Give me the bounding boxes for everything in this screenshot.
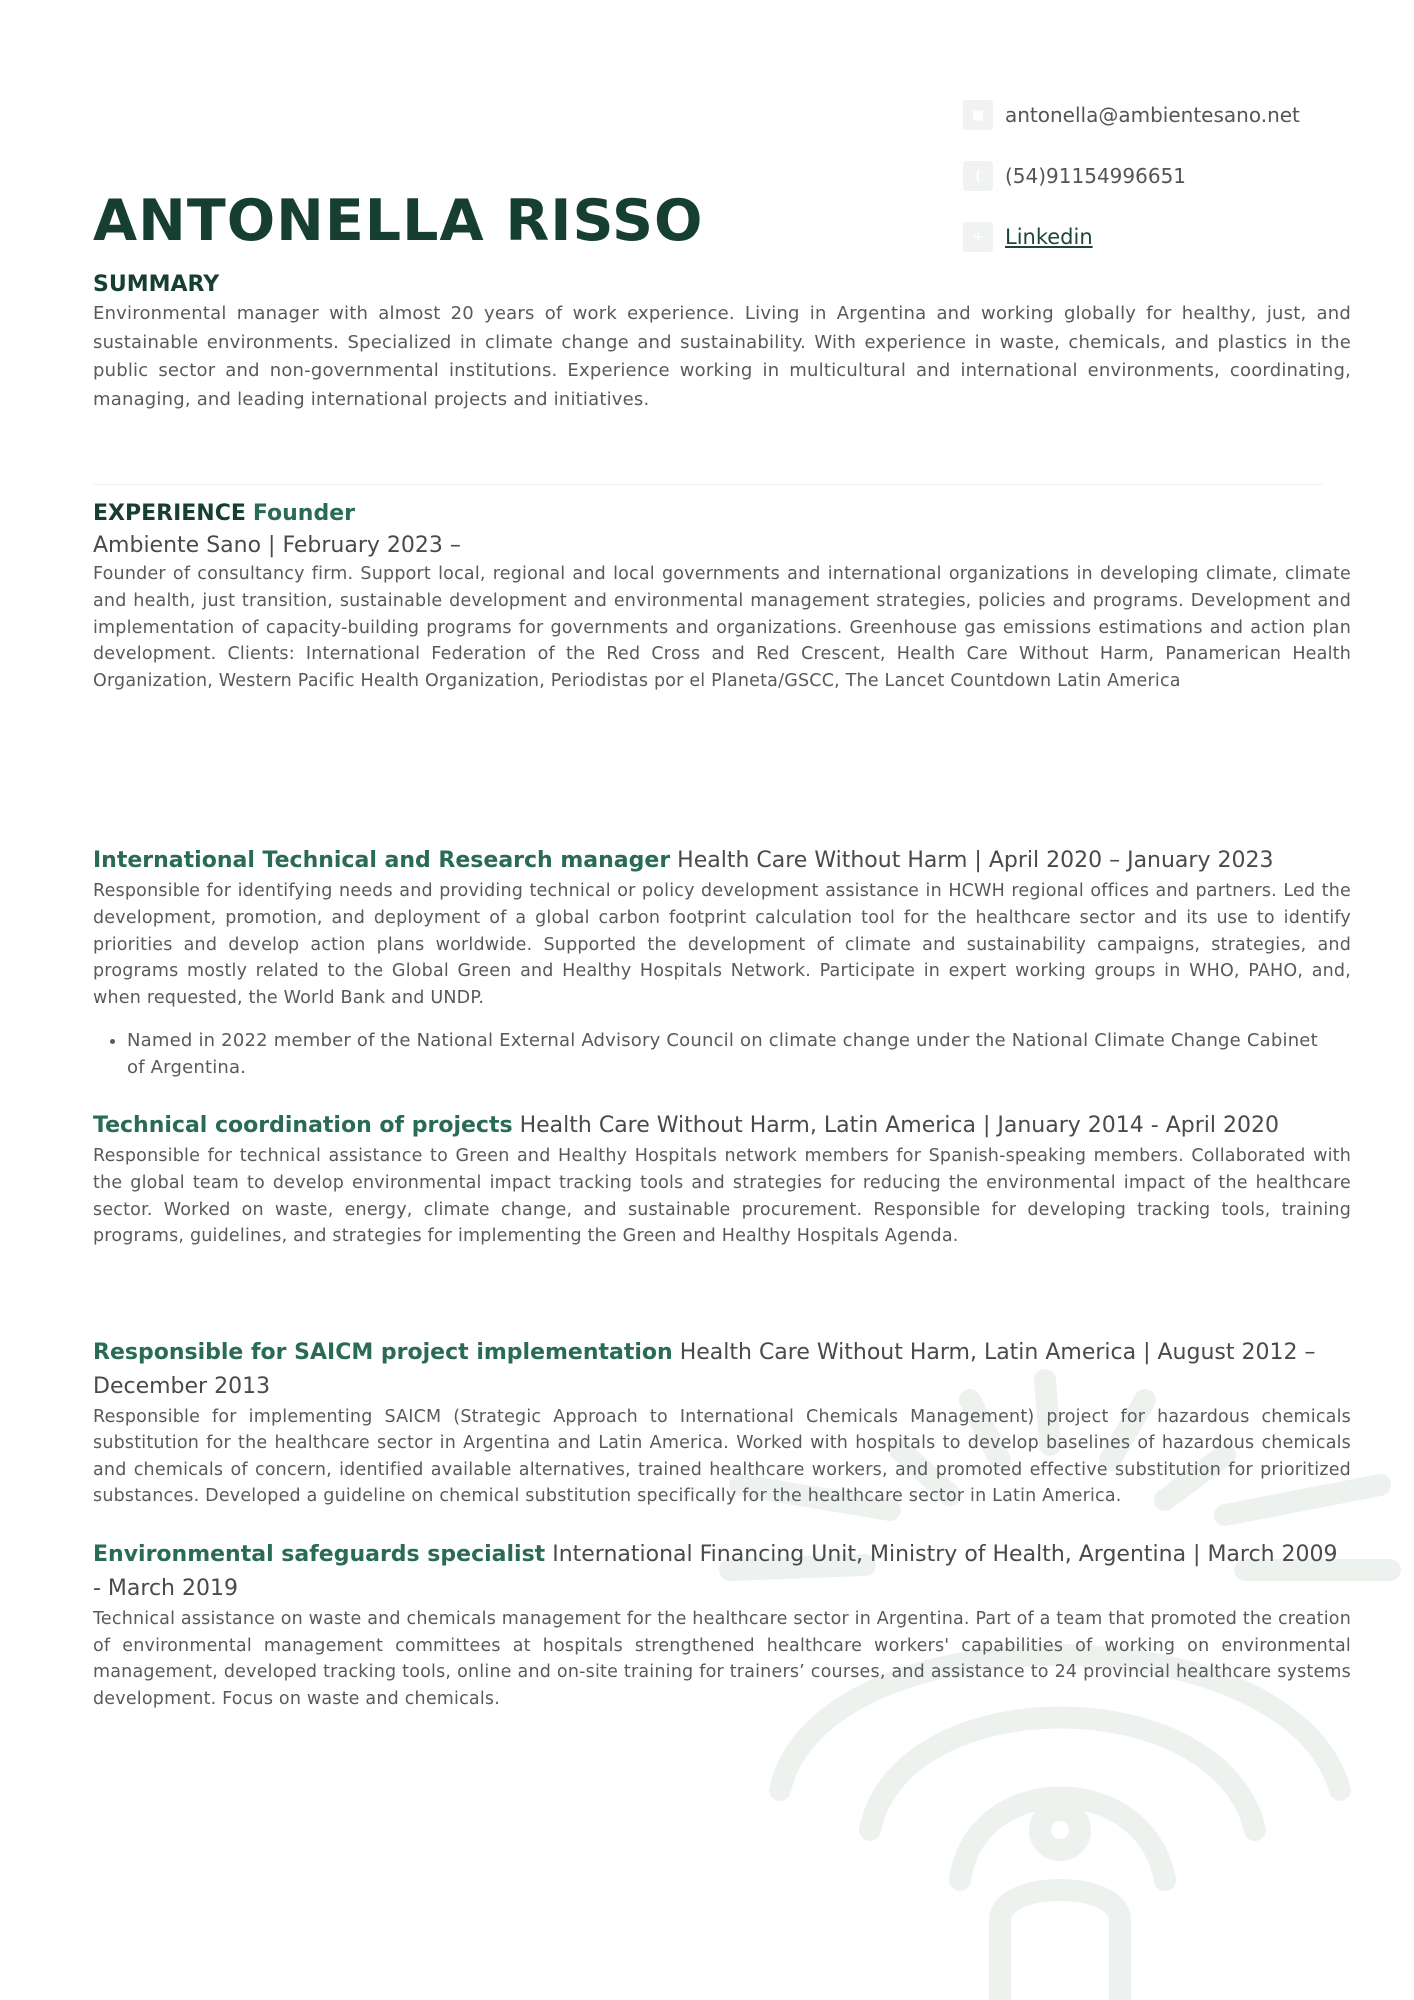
job-entry	[93, 1336, 1351, 1510]
job-heading	[93, 1538, 1351, 1606]
job-org: Health Care Without Harm, Latin America | January 2014 - April 2020	[519, 1113, 1279, 1139]
job-heading	[93, 1336, 1351, 1404]
resume-content	[93, 270, 1351, 1712]
job-entry	[93, 844, 1351, 1081]
summary-section	[93, 270, 1351, 414]
phone-text: (54)91154996651	[1005, 164, 1187, 188]
contact-linkedin	[963, 222, 1300, 252]
list-item: • Named in 2022 member of the National External Advisory Council on climate change under the National Climate Change Cabinet of Argentina.	[127, 1027, 1351, 1081]
summary-heading: SUMMARY	[93, 272, 220, 297]
job-title: Technical coordination of projects	[93, 1113, 513, 1139]
job-title: International Technical and Research manager	[93, 848, 671, 874]
spacer	[93, 1081, 1351, 1109]
job-org: Health Care Without Harm, Latin America | August 2012 – December 2013	[93, 1339, 1316, 1399]
person-name: ANTONELLA RISSO	[93, 188, 704, 254]
spacer	[93, 694, 1351, 844]
job-entry	[93, 1538, 1351, 1712]
summary-text: Environmental manager with almost 20 years of work experience. Living in Argentina and working globally for healthy, just, and sustainable environments. Specialized in climate change and sustainability. With experience in waste, chemicals, and plastics in the public sector and non-governmental institutions. Experience working in multicultural and international environments, coordinating, managing, and leading international projects and initiatives.	[93, 303, 1351, 410]
job-org: Health Care Without Harm | April 2020 – January 2023	[677, 848, 1274, 874]
contact-block	[963, 100, 1300, 283]
job-heading	[93, 844, 1351, 878]
linkedin-icon: +	[963, 222, 993, 252]
contact-phone	[963, 161, 1300, 191]
job-org: Ambiente Sano | February 2023 –	[93, 533, 461, 559]
phone-icon: (	[963, 161, 993, 191]
linkedin-link[interactable]: Linkedin	[1005, 225, 1093, 249]
experience-section	[93, 497, 1351, 1712]
job-description: Responsible for technical assistance to Green and Healthy Hospitals network members for Spanish-speaking members. Collaborated with the global team to develop environmental impact tracking tools and strategies for reducing the environmental impact of the healthcare sector. Worked on waste, energy, climate change, and sustainable procurement. Responsible for developing tracking tools, training programs, guidelines, and strategies for implementing the Green and Healthy Hospitals Agenda.	[93, 1146, 1351, 1247]
job-bullets	[93, 1027, 1351, 1081]
experience-heading-line	[93, 497, 1351, 531]
contact-email	[963, 100, 1300, 130]
experience-heading: EXPERIENCE	[93, 501, 246, 527]
email-text[interactable]: antonella@ambientesano.net	[1005, 103, 1300, 127]
job-heading	[93, 1109, 1351, 1143]
job-title: Responsible for SAICM project implementation	[93, 1339, 673, 1365]
email-icon: ■	[963, 100, 993, 130]
spacer	[93, 1510, 1351, 1538]
job-description: Responsible for identifying needs and providing technical or policy development assistance in HCWH regional offices and partners. Led the development, promotion, and deployment of a global carbon footprint calculation tool for the healthcare sector and its use to identify priorities and develop action plans worldwide. Supported the development of climate and sustainability campaigns, strategies, and programs mostly related to the Global Green and Healthy Hospitals Network. Participate in expert working groups in WHO, PAHO, and, when requested, the World Bank and UNDP.	[93, 881, 1351, 1008]
job-description: Technical assistance on waste and chemicals management for the healthcare sector in Argentina. Part of a team that promoted the creation of environmental management committees at hospitals strengthened healthcare workers' capabilities of working on environmental management, developed tracking tools, online and on-site training for trainers’ courses, and assistance to 24 provincial healthcare systems development. Focus on waste and chemicals.	[93, 1609, 1351, 1709]
section-divider	[93, 484, 1323, 485]
job-entry	[93, 1109, 1351, 1249]
job-description: Responsible for implementing SAICM (Strategic Approach to International Chemicals Management) project for hazardous chemicals substitution for the healthcare sector in Argentina and Latin America. Worked with hospitals to develop baselines of hazardous chemicals and chemicals of concern, identified available alternatives, trained healthcare workers, and promoted effective substitution for prioritized substances. Developed a guideline on chemical substitution specifically for the healthcare sector in Latin America.	[93, 1406, 1351, 1507]
job-description: Founder of consultancy firm. Support local, regional and local governments and international organizations in developing climate, climate and health, just transition, sustainable development and environmental management strategies, policies and programs. Development and implementation of capacity-building programs for governments and organizations. Greenhouse gas emissions estimations and action plan development. Clients: International Federation of the Red Cross and Red Crescent, Health Care Without Harm, Panamerican Health Organization, Western Pacific Health Organization, Periodistas por el Planeta/GSCC, The Lancet Countdown Latin America	[93, 564, 1351, 691]
spacer	[93, 1250, 1351, 1336]
job-title: Environmental safeguards specialist	[93, 1542, 546, 1568]
job-title: Founder	[252, 501, 355, 527]
job-org: International Financing Unit, Ministry of Health, Argentina | March 2009 - March 2019	[93, 1542, 1338, 1602]
